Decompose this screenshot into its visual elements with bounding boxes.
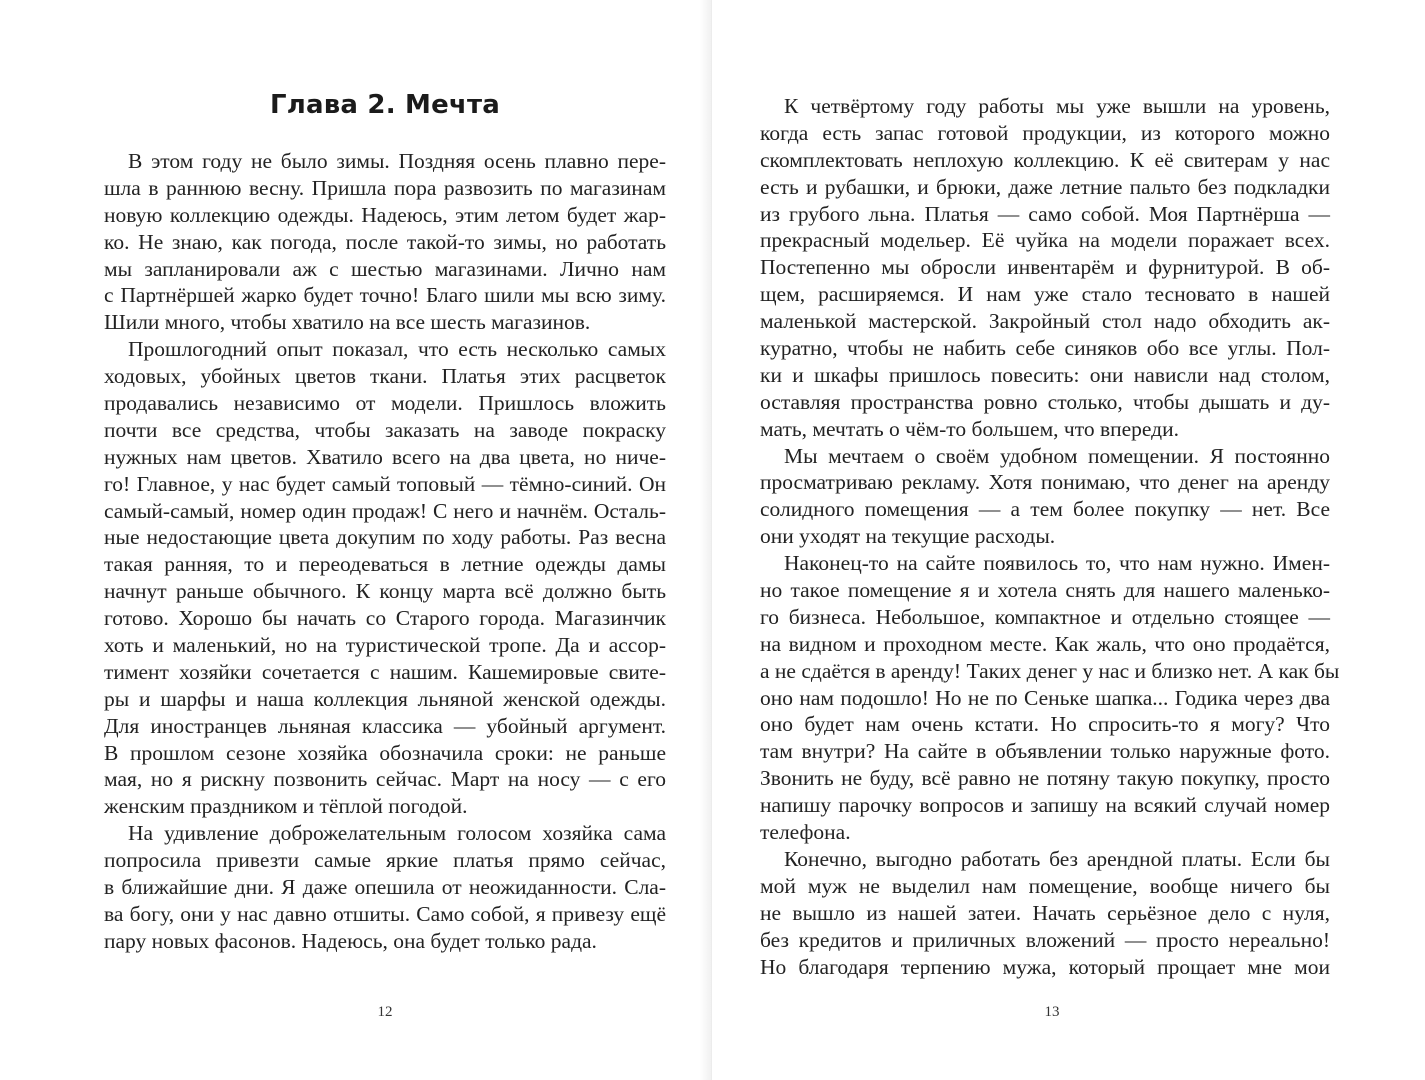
- text-line: но такое помещение я и хотела снять для нашего маленько-: [760, 578, 1330, 603]
- text-line: готово. Хорошо бы начать со Старого города. Магазинчик: [104, 606, 666, 631]
- paragraph: [760, 443, 1330, 551]
- text-line: прекрасный модельер. Её чуйка на модели поражает всех.: [760, 228, 1330, 253]
- text-line: напишу парочку вопросов и запишу на всякий случай номер: [760, 793, 1330, 818]
- text-line: ходовых, убойных цветов ткани. Платья этих расцветок: [104, 364, 666, 389]
- text-line: пару новых фасонов. Надеюсь, она будет только рада.: [104, 928, 597, 953]
- text-line: маленькой мастерской. Закройный стол надо обходить ак-: [760, 309, 1330, 334]
- text-line: Постепенно мы обросли инвентарём и фурнитурой. В об-: [760, 255, 1330, 280]
- text-line: ки и шкафы пришлось повесить: они нависли над столом,: [760, 362, 1330, 387]
- text-line: такая ранняя, то и переодеваться в летние одежды дамы: [104, 552, 666, 577]
- text-line: там внутри? На сайте в объявлении только наружные фото.: [760, 739, 1330, 764]
- left-page-text: [104, 148, 666, 955]
- text-line: они уходят на текущие расходы.: [760, 524, 1056, 549]
- text-line: без кредитов и приличных вложений — просто нереально!: [760, 927, 1330, 952]
- text-line: тимент хозяйки сочетается с нашим. Кашемировые свите-: [104, 659, 666, 684]
- text-line: самый-самый, номер один продаж! С него и начнём. Осталь-: [104, 498, 666, 523]
- text-line: просматриваю рекламу. Хотя понимаю, что денег на аренду: [760, 470, 1330, 495]
- text-line: Звонить не буду, всё равно не потяну такую покупку, просто: [760, 766, 1330, 791]
- text-line: а не сдаётся в аренду! Таких денег у нас и близко нет. А как бы: [760, 658, 1340, 683]
- text-line: Наконец-то на сайте появилось то, что нам нужно. Имен-: [784, 551, 1330, 576]
- text-line: мой муж не выделил нам помещение, вообще ничего бы: [760, 873, 1330, 898]
- text-line: из грубого льна. Платья — само собой. Моя Партнёрша —: [760, 201, 1330, 226]
- chapter-title: Глава 2. Мечта: [270, 90, 500, 120]
- text-line: хоть и маленький, но на туристической тропе. Да и ассор-: [104, 633, 666, 658]
- text-line: не вышло из нашей затеи. Начать серьёзное дело с нуля,: [760, 900, 1330, 925]
- text-line: скомплектовать неплохую коллекцию. К её свитерам у нас: [760, 147, 1330, 172]
- text-line: с Партнёршей жарко будет точно! Благо шили мы всю зиму.: [104, 283, 666, 308]
- text-line: В этом году не было зимы. Поздняя осень плавно пере-: [128, 149, 666, 173]
- text-line: когда есть запас готовой продукции, из которого можно: [760, 120, 1330, 145]
- text-line: ры и шарфы и наша коллекция льняной женской одежды.: [104, 686, 666, 711]
- text-line: Но благодаря терпению мужа, который прощает мне мои: [760, 954, 1330, 979]
- text-line: го! Главное, у нас будет самый топовый — тёмно-синий. Он: [104, 471, 666, 496]
- page-number-left: 12: [377, 1004, 393, 1020]
- text-line: оно нам подошло! Но не по Сеньке шапка... Годика через два: [760, 685, 1330, 710]
- left-page: [0, 0, 712, 1080]
- text-line: оно будет нам очень кстати. Но спросить-то я могу? Что: [760, 712, 1330, 737]
- text-line: почти все средства, чтобы заказать на заводе покраску: [104, 417, 666, 442]
- text-line: в ближайшие дни. Я даже опешила от неожиданности. Сла-: [104, 875, 666, 900]
- page-number-right: 13: [1044, 1004, 1060, 1020]
- text-line: шла в раннюю весну. Пришла пора развозить по магазинам: [104, 175, 666, 200]
- text-line: К четвёртому году работы мы уже вышли на уровень,: [784, 94, 1330, 118]
- text-line: мать, мечтать о чём-то большем, что впереди.: [760, 416, 1179, 441]
- text-line: ные недостающие цвета докупим по ходу работы. Раз весна: [104, 525, 666, 550]
- paragraph: [104, 148, 666, 336]
- text-line: нужных нам цветов. Хватило всего на два цвета, но ниче-: [104, 444, 666, 469]
- text-line: Прошлогодний опыт показал, что есть несколько самых: [128, 337, 666, 362]
- text-line: ва богу, они у нас давно отшиты. Само собой, я привезу ещё: [104, 901, 666, 926]
- text-line: есть и рубашки, и брюки, даже летние пальто без подкладки: [760, 174, 1330, 199]
- right-page-text: [760, 93, 1340, 980]
- paragraph: [104, 820, 666, 954]
- paragraph: [760, 93, 1330, 443]
- text-line: продавались независимо от модели. Пришлось вложить: [104, 391, 666, 416]
- text-line: На удивление доброжелательным голосом хозяйка сама: [128, 821, 666, 846]
- text-line: телефона.: [760, 820, 851, 845]
- text-line: В прошлом сезоне хозяйка обозначила сроки: не раньше: [104, 740, 666, 765]
- paragraph: [104, 336, 666, 820]
- text-line: Для иностранцев льняная классика — убойный аргумент.: [104, 713, 666, 738]
- text-line: попросила привезти самые яркие платья прямо сейчас,: [104, 848, 666, 873]
- text-line: начнут раньше обычного. К концу марта всё должно быть: [104, 579, 666, 604]
- text-line: го бизнеса. Небольшое, компактное и отдельно стоящее —: [760, 604, 1330, 629]
- text-line: куратно, чтобы не набить себе синяков обо все углы. Пол-: [760, 336, 1330, 361]
- text-line: новую коллекцию одежды. Надеюсь, этим летом будет жар-: [104, 202, 666, 227]
- text-line: мая, но я рискну позвонить сейчас. Март на носу — с его: [104, 767, 666, 792]
- text-line: Шили много, чтобы хватило на все шесть магазинов.: [104, 310, 591, 335]
- text-line: Мы мечтаем о своём удобном помещении. Я постоянно: [784, 443, 1330, 468]
- text-line: женским праздником и тёплой погодой.: [104, 794, 468, 819]
- text-line: ко. Не знаю, как погода, после такой-то зимы, но работать: [104, 229, 666, 254]
- paragraph: [760, 550, 1340, 846]
- paragraph: [760, 846, 1330, 980]
- text-line: на видном и проходном месте. Как жаль, что оно продаётся,: [760, 631, 1330, 656]
- text-line: мы запланировали аж с шестью магазинами. Лично нам: [104, 256, 666, 281]
- text-line: солидного помещения — а тем более покупку — нет. Все: [760, 497, 1330, 522]
- text-line: оставляя пространства ровно столько, чтобы дышать и ду-: [760, 389, 1330, 414]
- text-line: Конечно, выгодно работать без арендной платы. Если бы: [784, 846, 1330, 871]
- text-line: щем, расширяемся. И нам уже стало тесновато в нашей: [760, 282, 1330, 307]
- right-page: [712, 0, 1425, 1080]
